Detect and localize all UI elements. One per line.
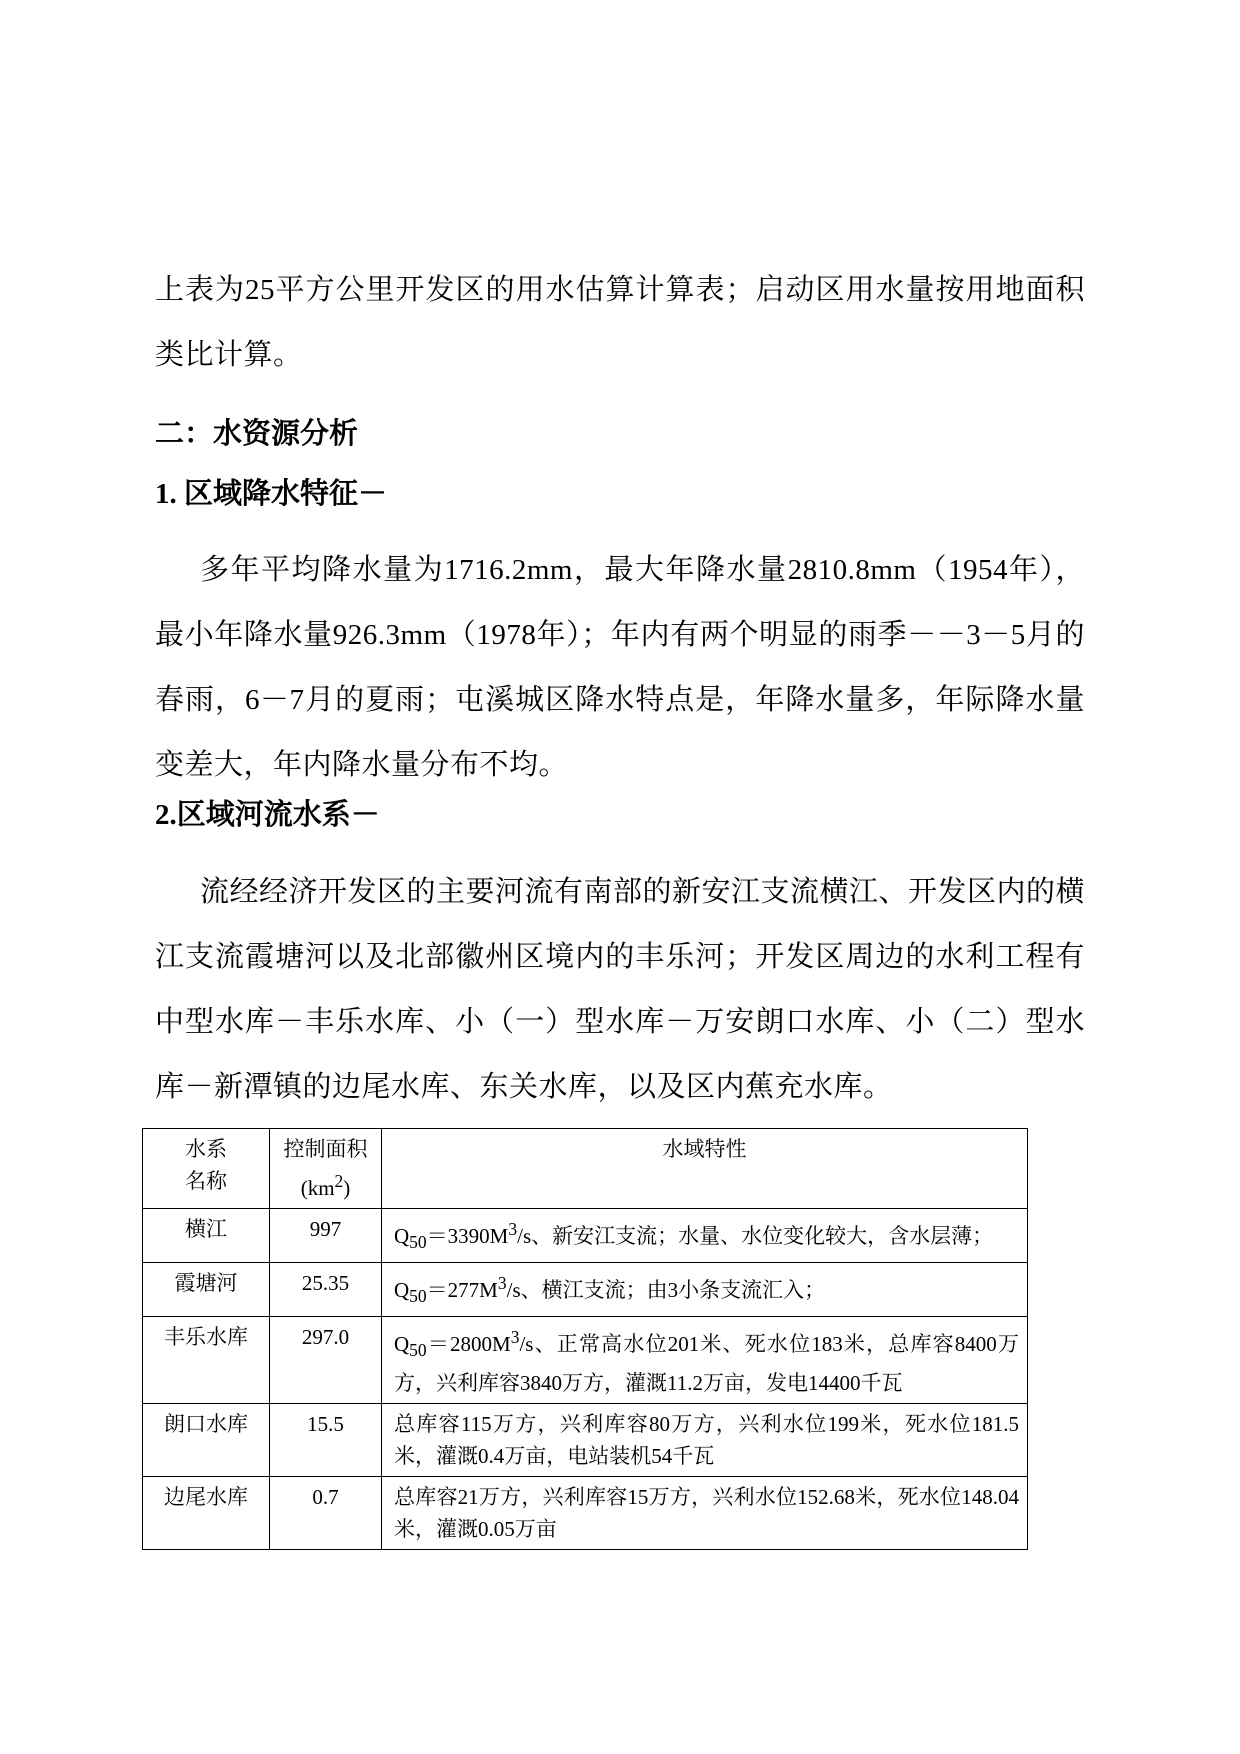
header-name <box>143 1129 270 1209</box>
q-symbol: Q <box>394 1332 410 1357</box>
header-area-unit-sup: 2 <box>334 1171 344 1191</box>
table-row <box>143 1317 1028 1403</box>
rivers-heading: 2.区域河流水系－ <box>155 799 380 831</box>
header-area-line1: 控制面积 <box>283 1137 368 1161</box>
q-symbol: Q <box>394 1278 410 1303</box>
intro-paragraph: 上表为25平方公里开发区的用水估算计算表；启动区用水量按用地面积类比计算。 <box>155 274 1085 371</box>
row-name: 朗口水库 <box>143 1403 270 1476</box>
water-system-table <box>142 1128 1028 1550</box>
header-name-line1: 水系 <box>185 1137 227 1161</box>
row-desc <box>382 1263 1028 1317</box>
header-area <box>270 1129 382 1209</box>
row-area: 997 <box>270 1209 382 1263</box>
header-name-line2: 名称 <box>185 1169 227 1193</box>
q-value: ＝3390M <box>426 1224 509 1248</box>
row-area: 0.7 <box>270 1476 382 1549</box>
table-row <box>143 1263 1028 1317</box>
q-subscript: 50 <box>409 1340 427 1361</box>
row-area: 15.5 <box>270 1403 382 1476</box>
q-value: ＝277M <box>426 1278 498 1303</box>
q-sup: 3 <box>510 1327 520 1348</box>
row-name: 丰乐水库 <box>143 1317 270 1403</box>
row-area: 25.35 <box>270 1263 382 1317</box>
rivers-paragraph: 流经经济开发区的主要河流有南部的新安江支流横江、开发区内的横江支流霞塘河以及北部徽州区境内的丰乐河；开发区周边的水利工程有中型水库－丰乐水库、小（一）型水库－万安朗口水库、小（二）型水库－新潭镇的边尾水库、东关水库，以及区内蕉充水库。 <box>155 876 1086 1103</box>
row-desc <box>382 1317 1028 1403</box>
row-desc: 总库容21万方，兴利库容15万方，兴利水位152.68米，死水位148.04米，灌溉0.05万亩 <box>382 1476 1028 1549</box>
q-sup: 3 <box>508 1219 518 1239</box>
row-desc-text: /s、正常高水位201米、死水位183米，总库容8400万方，兴利库容3840万方，灌溉11.2万亩，发电14400千瓦 <box>394 1332 1019 1395</box>
header-area-unit-close: ) <box>343 1176 351 1200</box>
section-title: 二：水资源分析 <box>155 418 359 450</box>
q-sup: 3 <box>497 1273 507 1294</box>
rainfall-paragraph: 多年平均降水量为1716.2mm，最大年降水量2810.8mm（1954年），最小年降水量926.3mm（1978年）；年内有两个明显的雨季－－3－5月的春雨，6－7月的夏雨；屯溪城区降水特点是，年降水量多，年际降水量变差大，年内降水量分布不均。 <box>155 554 1085 781</box>
table-row <box>143 1209 1028 1263</box>
header-area-unit: (km <box>300 1176 335 1200</box>
rainfall-heading: 1. 区域降水特征－ <box>155 478 388 510</box>
row-name: 边尾水库 <box>143 1476 270 1549</box>
row-name: 横江 <box>143 1209 270 1263</box>
q-symbol: Q <box>394 1224 410 1248</box>
table-header-row <box>143 1129 1028 1209</box>
row-desc-text: /s、横江支流；由3小条支流汇入； <box>506 1278 826 1303</box>
q-subscript: 50 <box>409 1286 427 1307</box>
row-name: 霞塘河 <box>143 1263 270 1317</box>
header-desc: 水域特性 <box>382 1129 1028 1209</box>
table-row <box>143 1476 1028 1549</box>
row-desc-text: /s、新安江支流；水量、水位变化较大，含水层薄； <box>517 1224 994 1248</box>
q-value: ＝2800M <box>426 1332 511 1357</box>
table-row <box>143 1403 1028 1476</box>
row-desc: 总库容115万方，兴利库容80万方，兴利水位199米，死水位181.5米，灌溉0.4万亩，电站装机54千瓦 <box>382 1403 1028 1476</box>
q-subscript: 50 <box>409 1232 427 1253</box>
row-area: 297.0 <box>270 1317 382 1403</box>
row-desc <box>382 1209 1028 1263</box>
